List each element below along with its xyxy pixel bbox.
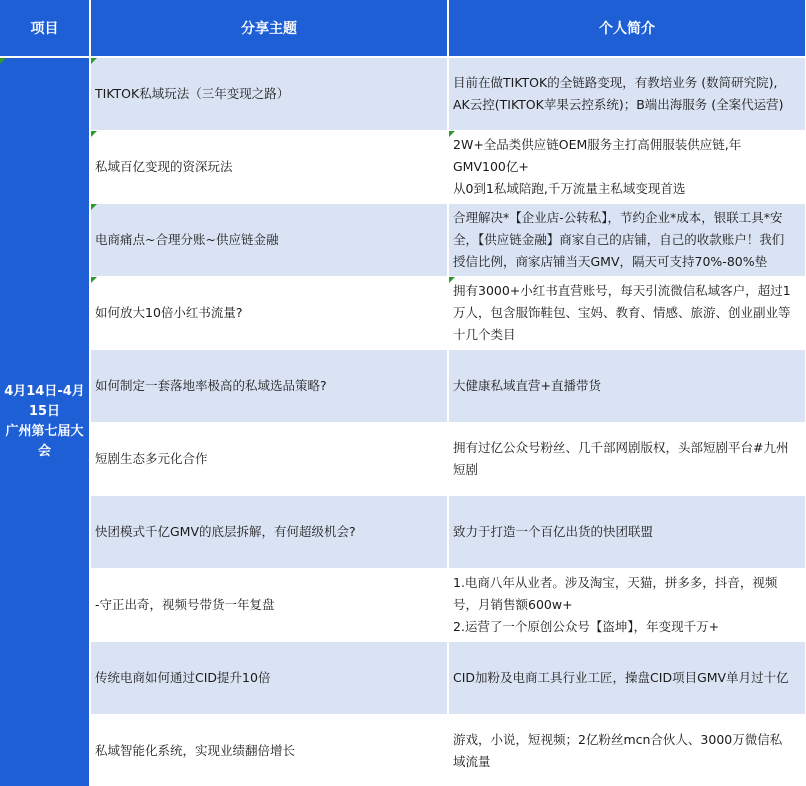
bio-line: 拥有3000+小红书直营账号，每天引流微信私域客户，超过1 [453,282,791,298]
topic-text: 传统电商如何通过CID提升10倍 [95,669,271,685]
topic-cell [90,568,448,641]
bio-line: 从0到1私域陪跑,千万流量主私域变现首选 [453,180,686,196]
bio-cell [448,568,806,641]
comment-marker-icon [91,204,97,210]
bio-line: 短剧 [453,461,479,477]
bio-cell [448,57,806,130]
table-row [0,349,806,422]
bio-cell [448,641,806,714]
bio-line: 1.电商八年从业者。涉及淘宝，天猫，拼多多，抖音，视频 [453,574,778,590]
table-row [0,57,806,130]
topic-cell [90,57,448,130]
bio-cell [448,130,806,203]
bio-line: GMV100亿+ [453,158,529,174]
table-row [0,130,806,203]
comment-marker-icon [449,277,455,283]
topic-text: 如何制定一套落地率极高的私域选品策略? [95,377,327,393]
bio-line: 拥有过亿公众号粉丝、几千部网剧版权，头部短剧平台#九州 [453,439,789,455]
bio-line: 十几个类目 [453,326,516,342]
bio-cell [448,276,806,349]
topic-text: 电商痛点~合理分账~供应链金融 [95,231,279,247]
bio-line: 大健康私域直营+直播带货 [453,377,601,393]
topic-text: TIKTOK私域玩法（三年变现之路） [95,85,290,101]
topic-text: 私域智能化系统，实现业绩翻倍增长 [95,742,296,758]
bio-line: 致力于打造一个百亿出货的快团联盟 [453,523,654,539]
header-bio: 个人简介 [448,0,806,57]
comment-marker-icon [91,277,97,283]
bio-cell [448,714,806,786]
header-project: 项目 [0,0,90,57]
bio-line: 全，【供应链金融】商家自己的店铺，自己的收款账户！我们 [453,231,785,247]
bio-line: 万人，包含服饰鞋包、宝妈、教育、情感、旅游、创业副业等 [453,304,791,320]
bio-line: 合理解决*【企业店-公转私】，节约企业*成本，银联工具*安 [453,209,783,225]
topic-cell [90,641,448,714]
bio-line: 2W+全品类供应链OEM服务主打高佣服装供应链,年 [453,136,742,152]
table-row [0,495,806,568]
bio-line: 域流量 [453,753,491,769]
bio-line: 授信比例，商家店铺当天GMV，隔天可支持70%-80%垫 [453,253,768,269]
topic-text: 短剧生态多元化合作 [95,450,208,466]
header-row [0,0,806,57]
bio-cell [448,422,806,495]
topic-text: 私域百亿变现的资深玩法 [95,158,233,174]
topic-text: 快团模式千亿GMV的底层拆解，有何超级机会? [95,523,356,539]
topic-cell [90,495,448,568]
bio-line: 号，月销售额600w+ [453,596,573,612]
table-row [0,422,806,495]
bio-line: 2.运营了一个原创公众号【盗坤】，年变现千万+ [453,618,720,634]
comment-marker-icon [91,58,97,64]
comment-marker-icon [0,58,6,64]
bio-line: 目前在做TIKTOK的全链路变现，有教培业务 (数简研究院), [453,74,778,90]
topic-cell [90,276,448,349]
table-row [0,641,806,714]
topic-cell [90,422,448,495]
topic-cell [90,349,448,422]
project-line: 广州第七届大 [5,424,84,440]
bio-line: CID加粉及电商工具行业工匠，操盘CID项目GMV单月过十亿 [453,669,789,685]
table-row [0,276,806,349]
topic-text: 如何放大10倍小红书流量? [95,304,243,320]
topic-text: -守正出奇，视频号带货一年复盘 [95,596,275,612]
bio-cell [448,495,806,568]
table-row [0,203,806,276]
bio-cell [448,203,806,276]
topic-cell [90,714,448,786]
bio-line: AK云控(TIKTOK苹果云控系统)；B端出海服务 (全案代运营) [453,96,784,112]
bio-cell [448,349,806,422]
table-row [0,568,806,641]
project-cell [0,57,90,786]
topic-cell [90,203,448,276]
header-topic: 分享主题 [90,0,448,57]
project-line: 会 [37,444,51,460]
bio-line: 游戏，小说，短视频；2亿粉丝mcn合伙人、3000万微信私 [453,731,783,747]
comment-marker-icon [91,131,97,137]
project-line: 4月14日-4月 [4,384,85,400]
project-line: 15日 [28,404,61,420]
table-row [0,714,806,786]
topic-cell [90,130,448,203]
comment-marker-icon [449,131,455,137]
